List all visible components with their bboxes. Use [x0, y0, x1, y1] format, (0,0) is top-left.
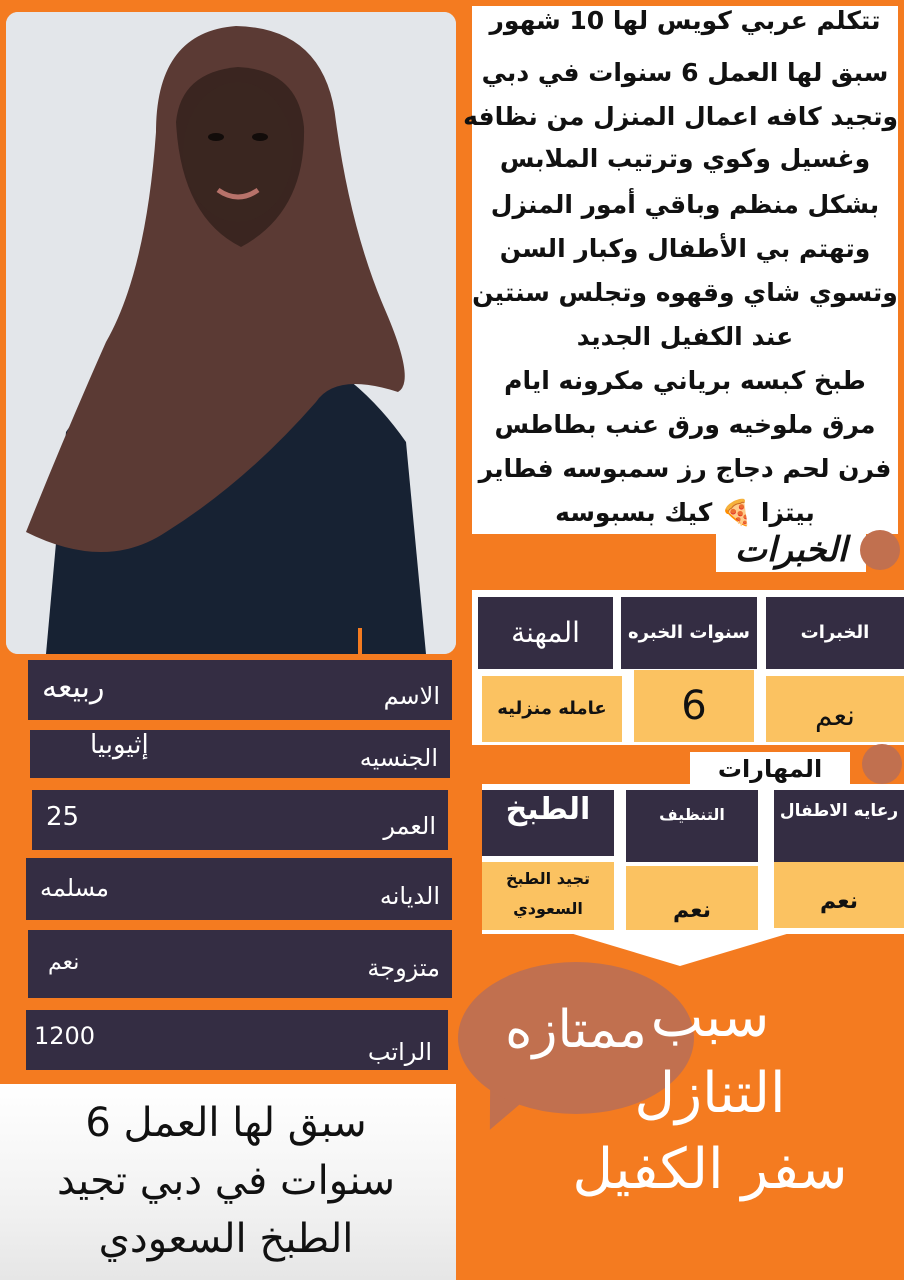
info-label: الجنسيه: [359, 744, 438, 772]
circle-icon: [860, 530, 900, 570]
circle-icon: [862, 744, 902, 784]
info-value: 1200: [34, 1022, 96, 1050]
bottom-note-line: سنوات في دبي تجيد: [57, 1158, 395, 1204]
experience-header: الخبرات: [766, 597, 904, 669]
info-row-name: [28, 660, 452, 720]
info-label: متزوجة: [367, 954, 440, 982]
reason-line: سبب: [650, 985, 770, 1050]
description-line: مرق ملوخيه ورق عنب بطاطس: [494, 410, 876, 439]
worker-photo: [6, 12, 456, 654]
info-row-religion: [26, 858, 452, 920]
info-value: ربيعه: [42, 670, 105, 705]
description-line: وغسيل وكوي وترتيب الملابس: [499, 144, 871, 173]
info-label: العمر: [383, 812, 436, 840]
experience-value: 6: [634, 670, 754, 742]
description-line: وتهتم بي الأطفال وكبار السن: [499, 234, 871, 263]
experience-header: سنوات الخبره: [621, 597, 757, 669]
description-line: فرن لحم دجاج رز سمبوسه فطاير: [478, 454, 892, 483]
bottom-note-line: الطبخ السعودي: [98, 1216, 354, 1262]
description-line: بيتزا 🍕 كيك بسبوسه: [555, 498, 815, 527]
description-line: تتكلم عربي كويس لها 10 شهور: [489, 6, 881, 35]
description-line: وتجيد كافه اعمال المنزل من نظافه: [463, 102, 898, 131]
info-label: الديانه: [379, 882, 440, 910]
description-line: عند الكفيل الجديد: [576, 322, 794, 351]
skills-value: نعم: [626, 866, 758, 930]
experience-value: عامله منزليه: [482, 676, 622, 742]
info-label: الاسم: [383, 682, 440, 710]
info-row-salary: [26, 1010, 448, 1070]
description-line: سبق لها العمل 6 سنوات في دبي: [481, 58, 889, 87]
skills-value: تجيد الطبخ السعودي: [482, 862, 614, 930]
skills-header: الطبخ: [482, 790, 614, 856]
description-line: وتسوي شاي وقهوه وتجلس سنتين: [472, 278, 898, 307]
skills-header: التنظيف: [626, 790, 758, 862]
experience-title: الخبرات: [716, 528, 866, 572]
info-row-nationality: [30, 730, 450, 778]
info-value: مسلمه: [40, 874, 109, 902]
bottom-note-line: سبق لها العمل 6: [85, 1100, 367, 1146]
reason-block: [540, 980, 880, 1208]
experience-value: نعم: [766, 676, 904, 742]
info-row-age: [32, 790, 448, 850]
info-value: إثيوبيا: [90, 730, 149, 760]
reason-line: التنازل: [634, 1061, 786, 1126]
info-row-married: [28, 930, 452, 998]
skills-title: المهارات: [690, 752, 850, 786]
description-line: طبخ كبسه برياني مكرونه ايام: [504, 366, 866, 395]
bottom-note-panel: [0, 1084, 456, 1280]
skills-header: رعايه الاطفال: [774, 790, 904, 864]
info-label: الراتب: [367, 1038, 432, 1066]
reason-line: سفر الكفيل: [572, 1137, 848, 1202]
description-line: بشكل منظم وباقي أمور المنزل: [490, 190, 880, 219]
pointer-shape: [560, 930, 800, 966]
experience-header: المهنة: [478, 597, 613, 669]
description-panel: [463, 6, 898, 534]
info-value: نعم: [48, 950, 80, 975]
rating-text: ممتازه: [505, 1000, 647, 1060]
info-value: 25: [46, 802, 80, 832]
skills-value: نعم: [774, 862, 904, 928]
